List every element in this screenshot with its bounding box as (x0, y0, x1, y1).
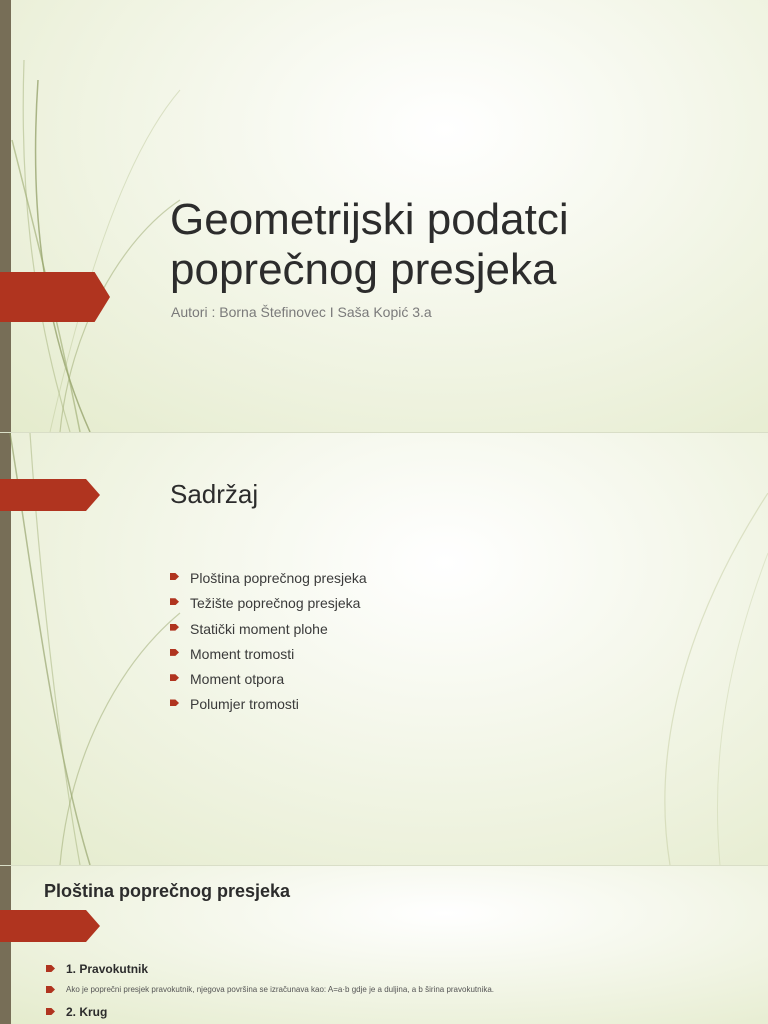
slide-left-bar (0, 866, 11, 1024)
arrow-bullet-icon (46, 965, 55, 972)
list-item: Moment otpora (170, 671, 367, 696)
accent-arrow (0, 910, 100, 942)
contents-slide (0, 433, 768, 865)
arrow-bullet-icon (46, 986, 55, 993)
list-item: Moment tromosti (170, 646, 367, 671)
arrow-bullet-icon (170, 674, 179, 681)
slide-title (170, 195, 569, 295)
authors-subtitle: Autori : Borna Štefinovec I Saša Kopić 3.a (171, 304, 432, 320)
arrow-bullet-icon (170, 573, 179, 580)
arrow-bullet-icon (46, 1008, 55, 1015)
accent-arrow (0, 479, 100, 511)
area-slide (0, 866, 768, 1024)
list-item: Ploština poprečnog presjeka (170, 570, 367, 595)
accent-arrow (0, 272, 110, 322)
slide-heading: Ploština poprečnog presjeka (44, 881, 291, 901)
arrow-bullet-icon (170, 624, 179, 631)
list-item: Ako je poprečni presjek pravokutnik, njegova površina se izračunava kao: A=a·b gdje je a duljina, a b širina pravokutnika. (46, 985, 494, 994)
list-item: 2. Krug (46, 1005, 107, 1019)
arrow-bullet-icon (170, 598, 179, 605)
list-item: Polumjer tromosti (170, 696, 367, 721)
title-line-1: Geometrijski podatci (170, 195, 569, 244)
list-item: Težište poprečnog presjeka (170, 595, 367, 620)
list-item: Statički moment plohe (170, 621, 367, 646)
contents-heading: Sadržaj (170, 479, 259, 509)
title-slide (0, 0, 768, 432)
arrow-bullet-icon (170, 649, 179, 656)
list-item: 1. Pravokutnik (46, 962, 148, 976)
arrow-bullet-icon (170, 699, 179, 706)
contents-list (170, 570, 367, 722)
title-line-2: poprečnog presjeka (170, 245, 557, 294)
decorative-vines-right (540, 493, 768, 865)
